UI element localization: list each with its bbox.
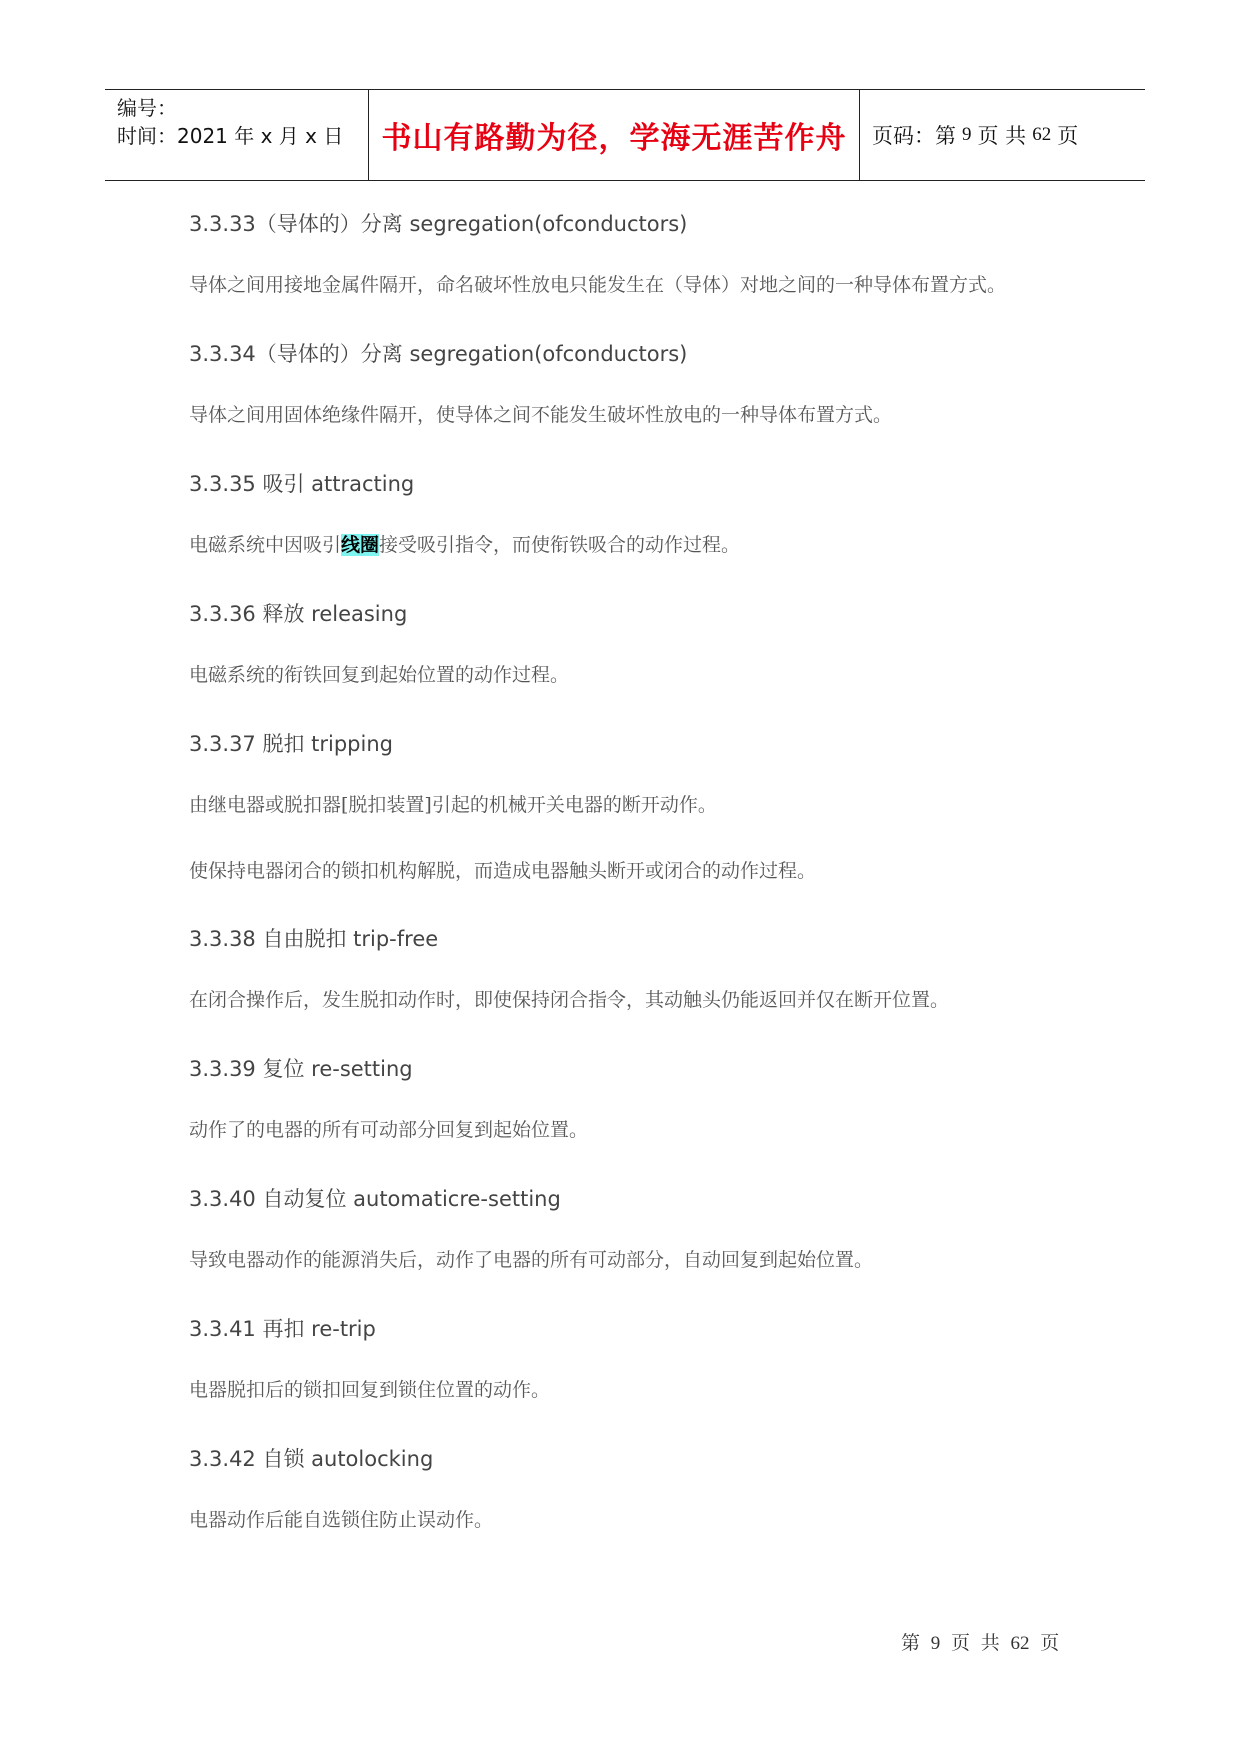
page-mid: 页 共 [977, 124, 1027, 148]
page-number: 9 [962, 124, 972, 145]
paragraph: 电器脱扣后的锁扣回复到锁住位置的动作。 [189, 1379, 551, 1401]
section-heading: 3.3.36 释放 releasing [189, 602, 408, 626]
paragraph: 导体之间用固体绝缘件隔开，使导体之间不能发生破坏性放电的一种导体布置方式。 [189, 404, 893, 426]
header-meta [105, 90, 369, 180]
time-label: 时间：2021 年 x 月 x 日 [117, 124, 344, 148]
motto: 书山有路勤为径，学海无涯苦作舟 [381, 121, 847, 156]
section-heading: 3.3.38 自由脱扣 trip-free [189, 927, 439, 951]
section-heading: 3.3.35 吸引 attracting [189, 472, 415, 496]
page-prefix: 页码：第 [872, 124, 956, 148]
paragraph: 导体之间用接地金属件隔开，命名破坏性放电只能发生在（导体）对地之间的一种导体布置方式。 [189, 274, 1007, 296]
page-footer: 第 9 页 共 62 页 [901, 1633, 1060, 1654]
paragraph: 使保持电器闭合的锁扣机构解脱，而造成电器触头断开或闭合的动作过程。 [189, 860, 817, 882]
section-heading: 3.3.39 复位 re-setting [189, 1057, 413, 1081]
section-heading: 3.3.34（导体的）分离 segregation(ofconductors) [189, 342, 688, 366]
header-page-info [860, 90, 1145, 180]
highlighted-term: 线圈 [341, 534, 380, 556]
section-heading: 3.3.42 自锁 autolocking [189, 1447, 434, 1471]
paragraph: 电磁系统的衔铁回复到起始位置的动作过程。 [189, 664, 570, 686]
section-heading: 3.3.40 自动复位 automaticre-setting [189, 1187, 561, 1211]
paragraph: 由继电器或脱扣器[脱扣装置]引起的机械开关电器的断开动作。 [189, 794, 717, 816]
section-heading: 3.3.33（导体的）分离 segregation(ofconductors) [189, 212, 688, 236]
paragraph: 动作了的电器的所有可动部分回复到起始位置。 [189, 1119, 589, 1141]
header-motto-cell [369, 90, 860, 180]
number-label: 编号： [117, 96, 177, 120]
section-heading: 3.3.41 再扣 re-trip [189, 1317, 376, 1341]
page-suffix: 页 [1057, 124, 1079, 148]
page-total: 62 [1032, 124, 1052, 145]
paragraph-text: 接受吸引指令，而使衔铁吸合的动作过程。 [379, 534, 741, 556]
paragraph [189, 530, 740, 557]
paragraph-text: 电磁系统中因吸引 [189, 534, 342, 556]
paragraph: 电器动作后能自选锁住防止误动作。 [189, 1509, 494, 1531]
page-header [105, 89, 1145, 181]
paragraph: 在闭合操作后，发生脱扣动作时，即使保持闭合指令，其动触头仍能返回并仅在断开位置。 [189, 989, 950, 1011]
paragraph: 导致电器动作的能源消失后，动作了电器的所有可动部分，自动回复到起始位置。 [189, 1249, 874, 1271]
section-heading: 3.3.37 脱扣 tripping [189, 732, 393, 756]
